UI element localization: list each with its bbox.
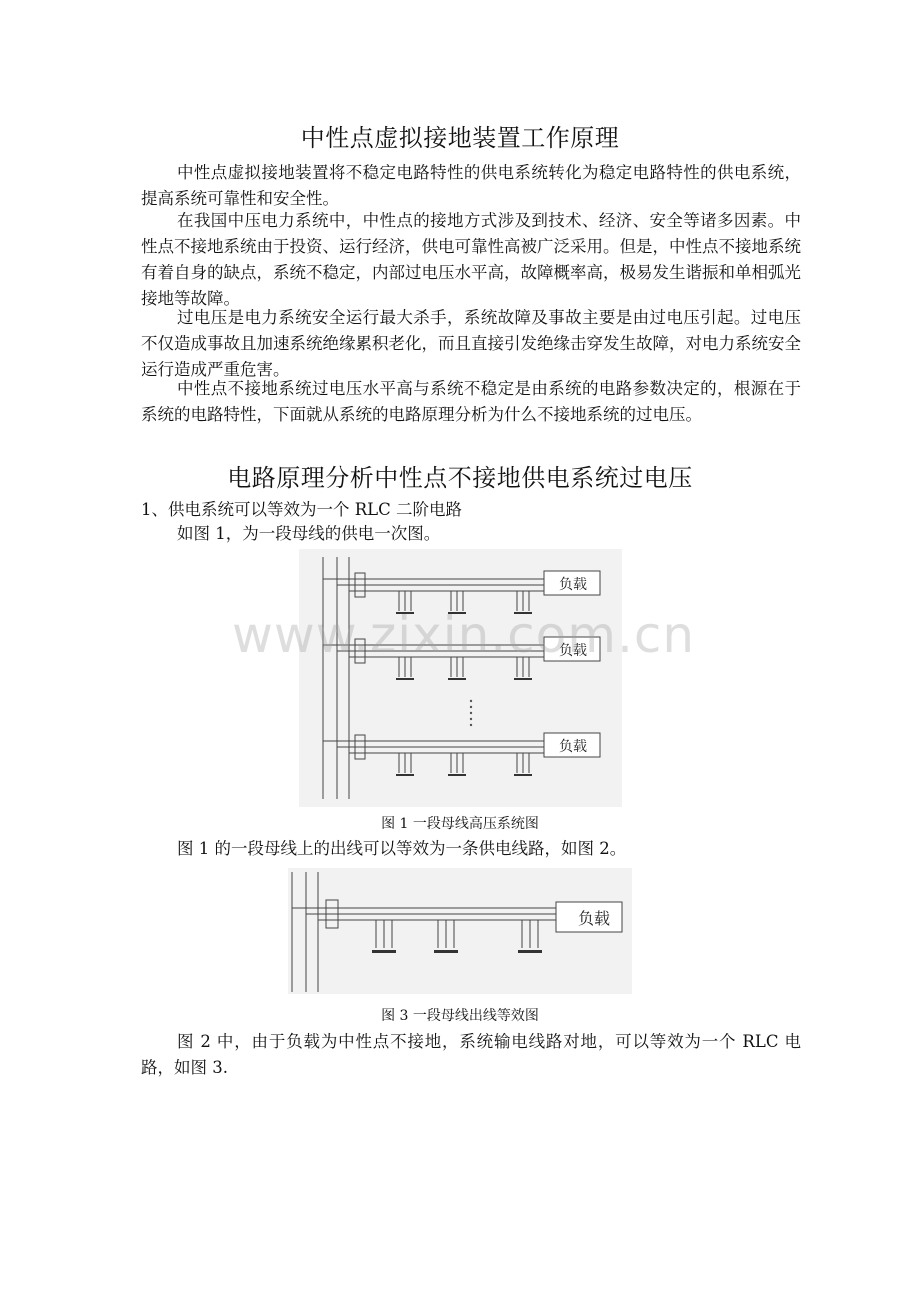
load-label: 负载 [578,909,611,928]
watermark: www.zixin.com.cn [232,606,696,664]
paragraph-2: 在我国中压电力系统中，中性点的接地方式涉及到技术、经济、安全等诸多因素。中性点不接地系统由于投资、运行经济，供电可靠性高被广泛采用。但是，中性点不接地系统有着自身的缺点，系统不稳定，内部过电压水平高，故障概率高，极易发生谐振和单相弧光接地等故障。 [141,211,801,308]
paragraph-3: 过电压是电力系统安全运行最大杀手，系统故障及事故主要是由过电压引起。过电压不仅造成事故且加速系统绝缘累积老化，而且直接引发绝缘击穿发生故障，对电力系统安全运行造成严重危害。 [141,308,801,379]
paragraph-7: 图 2 中，由于负载为中性点不接地，系统输电线路对地，可以等效为一个 RLC 电路，如图 3. [141,1032,801,1077]
figure-1-bus-system [299,549,622,807]
list-item-1: 1、供电系统可以等效为一个 RLC 二阶电路 [141,500,462,519]
document-title: 中性点虚拟接地装置工作原理 [300,124,620,152]
load-label: 负载 [559,577,587,593]
figure-2-feeder-equivalent [288,868,632,994]
paragraph-1: 中性点虚拟接地装置将不稳定电路特性的供电系统转化为稳定电路特性的供电系统，提高系统可靠性和安全性。 [141,163,801,208]
paragraph-6: 图 1 的一段母线上的出线可以等效为一条供电线路，如图 2。 [177,839,627,858]
figure-1-caption: 图 1 一段母线高压系统图 [381,816,539,832]
paragraph-5: 如图 1，为一段母线的供电一次图。 [177,524,441,543]
paragraph-4: 中性点不接地系统过电压水平高与系统不稳定是由系统的电路参数决定的，根源在于系统的电路特性，下面就从系统的电路原理分析为什么不接地系统的过电压。 [141,379,801,424]
figure-2-caption: 图 3 一段母线出线等效图 [381,1008,539,1024]
section-title: 电路原理分析中性点不接地供电系统过电压 [227,464,693,492]
